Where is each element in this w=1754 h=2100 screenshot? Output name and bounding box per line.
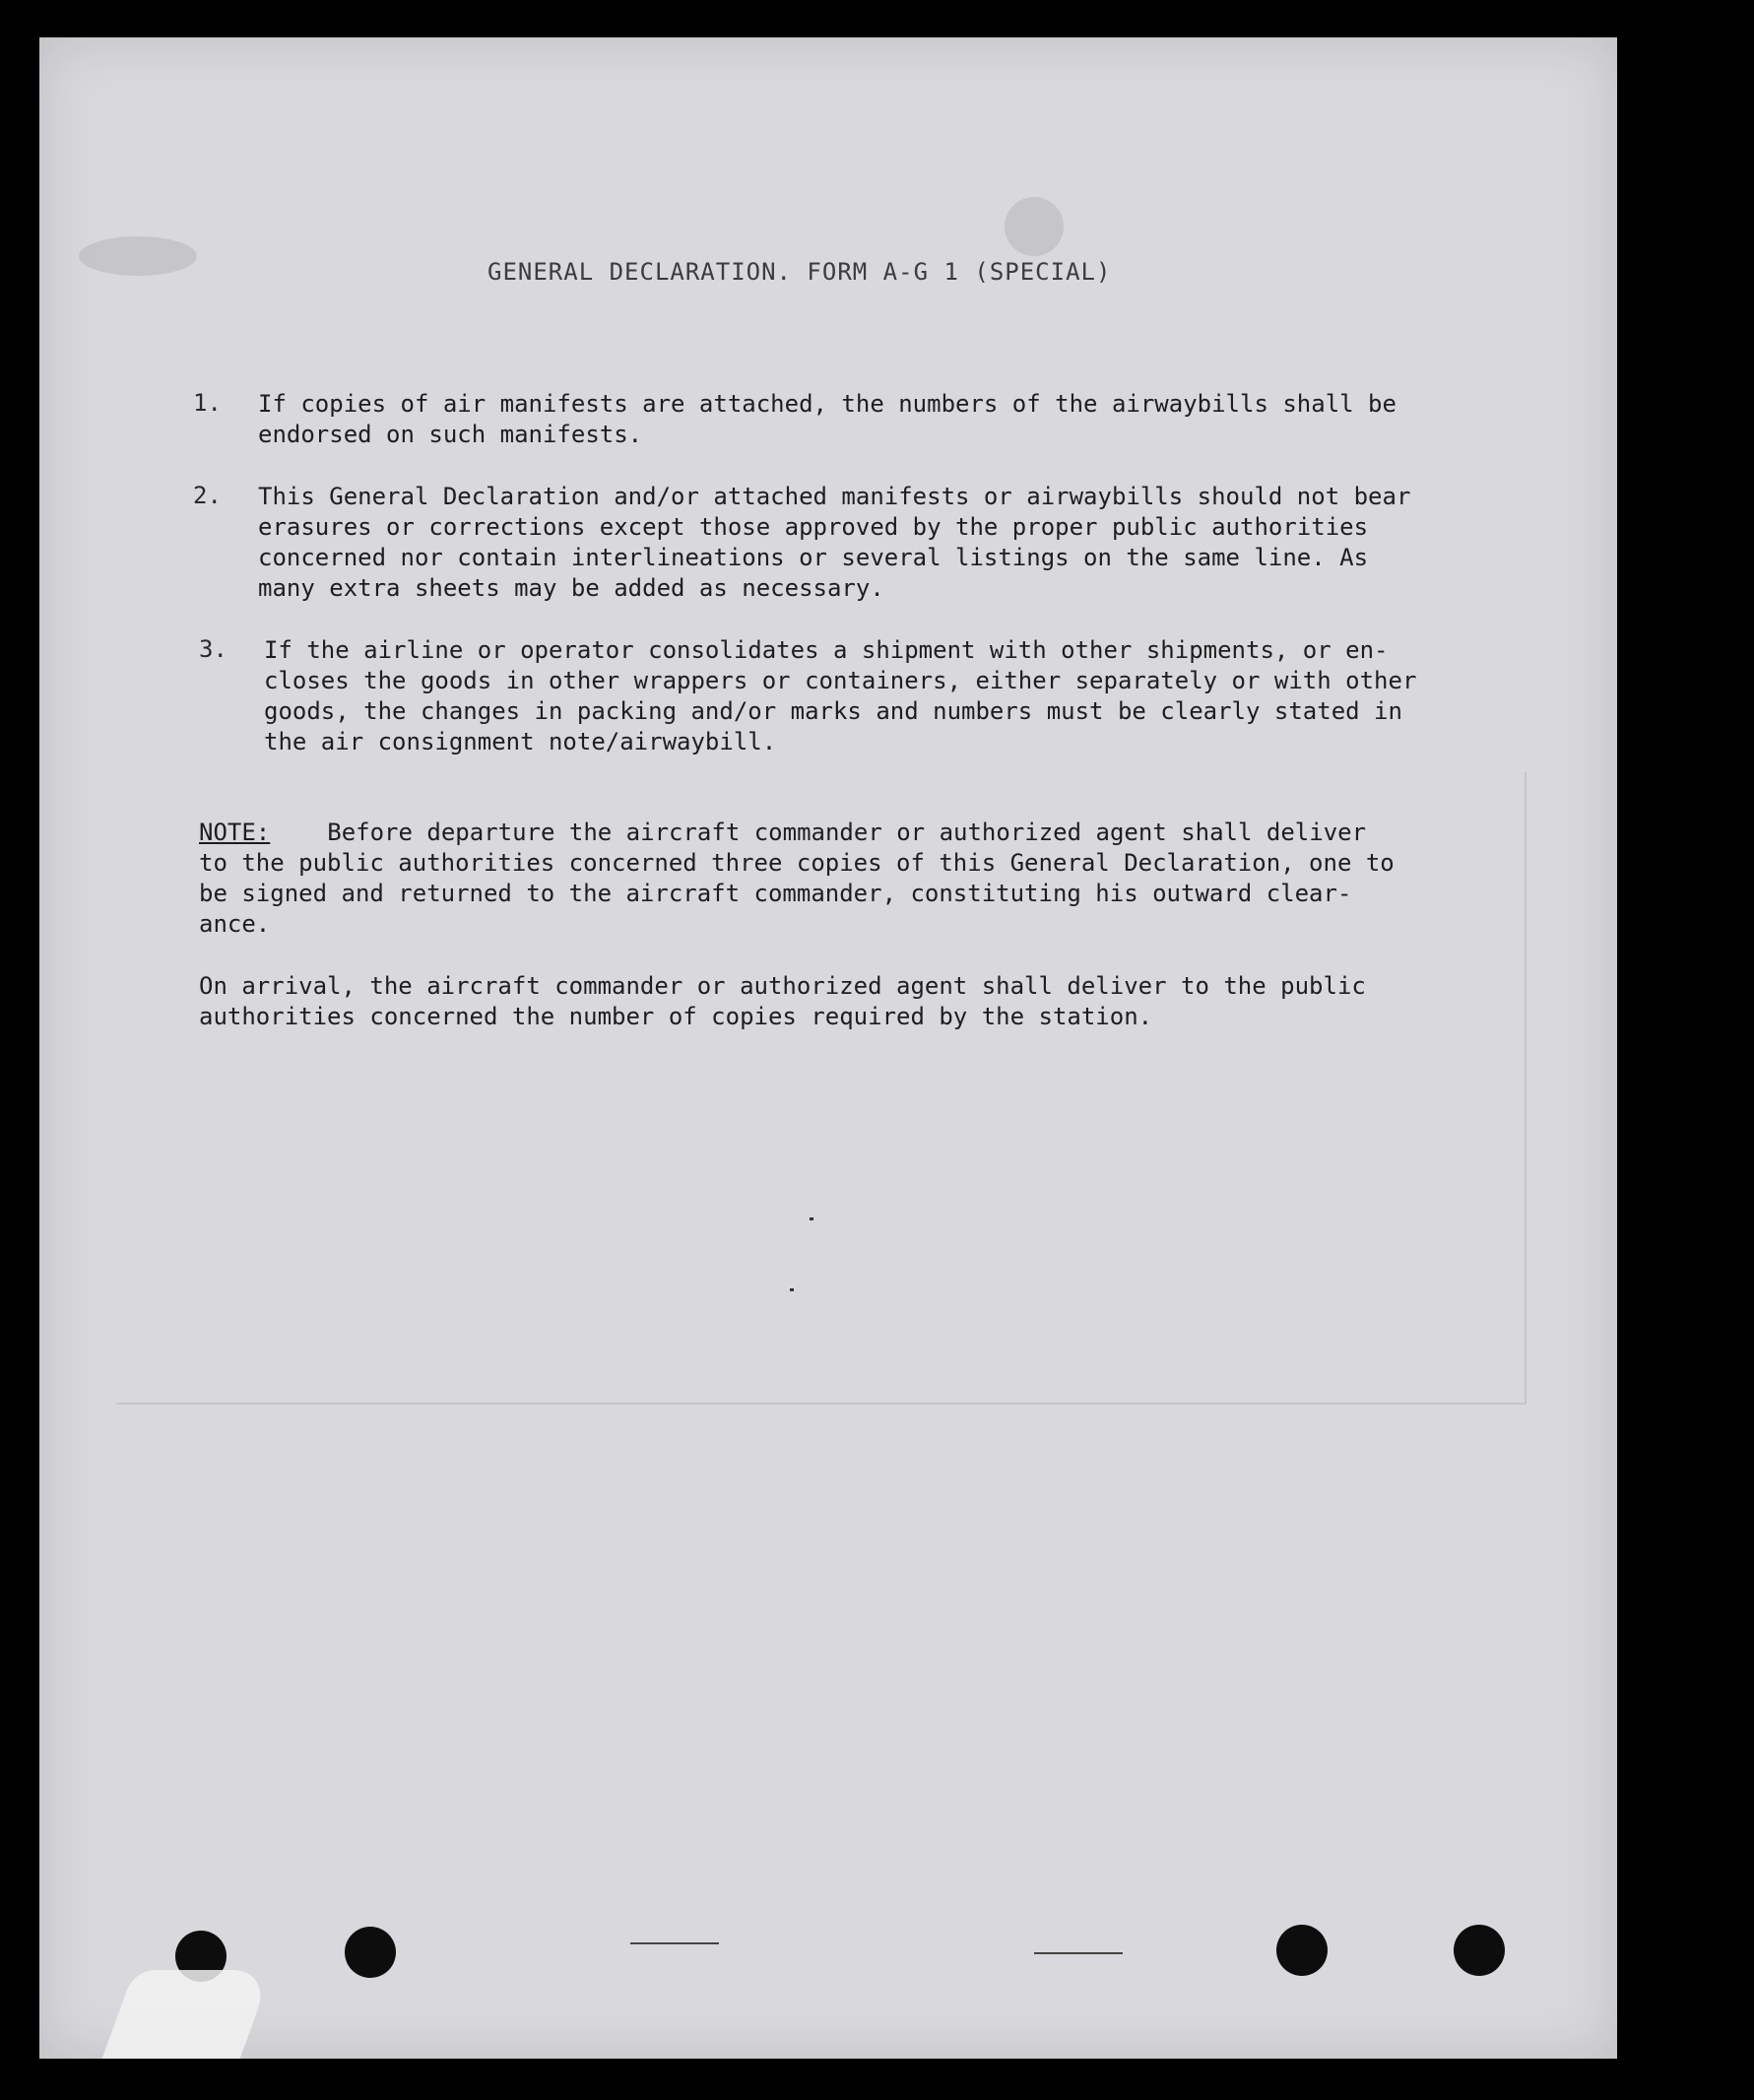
text-line: This General Declaration and/or attached manifests or airwaybills should not bear	[258, 483, 1411, 510]
punch-hole	[1276, 1925, 1328, 1976]
paper-speck	[790, 1288, 794, 1291]
text-line: closes the goods in other wrappers or containers, either separately or with other	[264, 667, 1417, 694]
text-line: many extra sheets may be added as necessary.	[258, 574, 884, 602]
document-title: GENERAL DECLARATION. FORM A-G 1 (SPECIAL)	[487, 258, 1112, 286]
text-line: the air consignment note/airwaybill.	[264, 728, 777, 755]
item-2-text	[258, 482, 1494, 604]
paper-speck	[810, 1217, 813, 1220]
text-line: If copies of air manifests are attached, the numbers of the airwaybills shall be	[258, 390, 1397, 418]
item-number: 2.	[193, 482, 222, 509]
punch-hole	[345, 1927, 396, 1978]
text-line: On arrival, the aircraft commander or authorized agent shall deliver to the public	[199, 972, 1366, 1000]
item-3-text	[264, 635, 1500, 757]
text-line: ance.	[199, 910, 271, 938]
text-line: authorities concerned the number of copies required by the station.	[199, 1003, 1153, 1030]
item-number: 1.	[193, 389, 222, 417]
text-line: be signed and returned to the aircraft commander, constituting his outward clear-	[199, 880, 1352, 907]
item-1-text	[258, 389, 1494, 450]
note-text	[199, 818, 1499, 940]
punch-hole	[1454, 1925, 1505, 1976]
item-number: 3.	[199, 635, 227, 663]
arrival-text	[199, 971, 1499, 1032]
note-label: NOTE:	[199, 819, 271, 846]
text-line: If the airline or operator consolidates a shipment with other shipments, or en-	[264, 636, 1389, 664]
text-line: endorsed on such manifests.	[258, 421, 643, 448]
text-line: to the public authorities concerned three copies of this General Declaration, one to	[199, 849, 1395, 877]
text-line: Before departure the aircraft commander or authorized agent shall deliver	[327, 819, 1367, 846]
paper-speck	[1034, 1952, 1123, 1954]
text-line: concerned nor contain interlineations or several listings on the same line. As	[258, 544, 1369, 571]
text-line: goods, the changes in packing and/or marks and numbers must be clearly stated in	[264, 697, 1402, 725]
paper-smudge	[1005, 197, 1064, 256]
text-line: erasures or corrections except those approved by the proper public authorities	[258, 513, 1369, 541]
paper-speck	[630, 1942, 719, 1944]
paper-smudge	[79, 236, 197, 276]
